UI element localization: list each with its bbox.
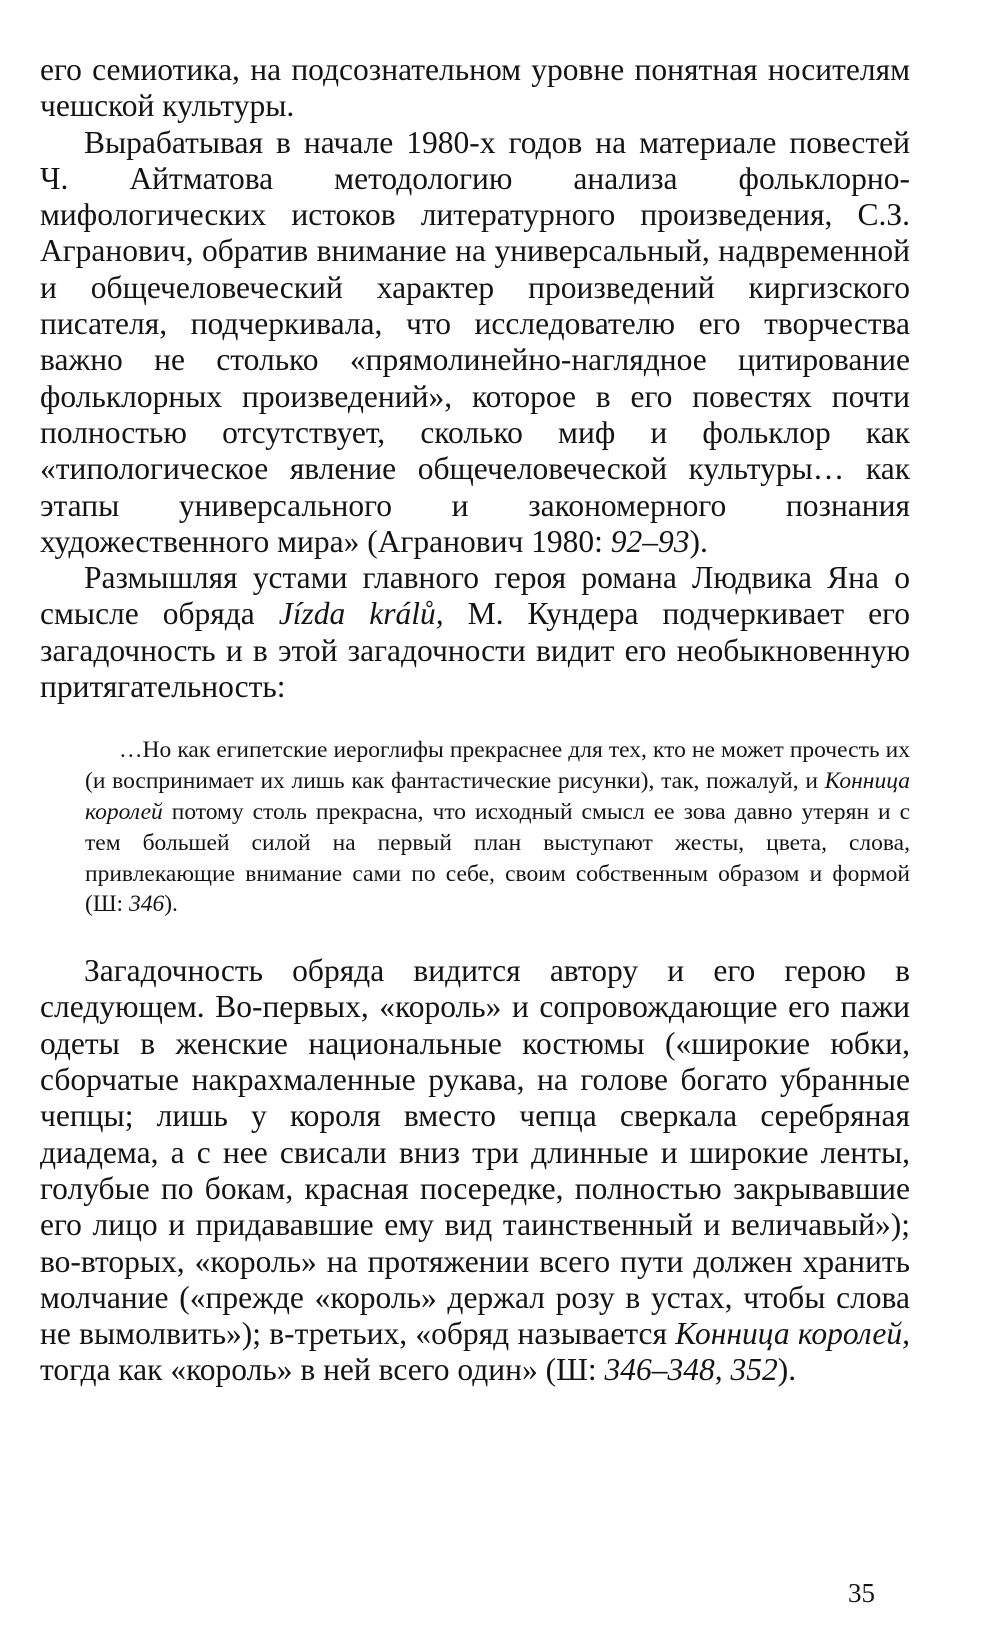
paragraph-text: Размышляя устами главного героя романа Людвика Яна о смысле обряда (40, 560, 910, 632)
paragraph-mystery (40, 953, 910, 1389)
quote-text: …Но как египетские иероглифы прекраснее для тех, кто не может прочесть их (и воспринимает их лишь как фантастические рисунки), так, пожалуй, и (85, 737, 910, 795)
paragraph-kundera (40, 560, 910, 705)
paragraph-text: ). (777, 1352, 797, 1388)
quote-text: потому столь прекрасна, что исходный смысл ее зова давно утерян и с тем большей силой на первый план выступают жесты, цвета, слова, привлекающие внимание сами по себе, своим собственным образом и формой (Ш: (85, 798, 910, 918)
paragraph-text: Загадочность обряда видится автору и его герою в следующем. Во-первых, «король» и сопровождающие его пажи одеты в женские национальные костюмы («широкие юбки, сборчатые накрахмаленные рукава, на голове богато убранные чепцы; лишь у короля вместо чепца сверкала серебряная диадема, а с нее свисали вниз три длинные и широкие ленты, голубые по бокам, красная посередке, полностью закрывавшие его лицо и придававшие ему вид таинственный и величавый»); во-вторых, «король» на протяжении всего пути должен хранить молчание («прежде «король» держал розу в устах, чтобы слова не вымолвить»); в-третьих, «обряд называется (40, 953, 910, 1352)
book-title-czech: Jízda králů, (278, 596, 444, 632)
page-number: 35 (848, 1578, 875, 1608)
page-body (40, 52, 910, 1389)
book-title-russian: Конница королей (85, 768, 910, 825)
book-title-russian: Конница королей, (675, 1316, 911, 1352)
paragraph-text: ). (689, 523, 708, 559)
paragraph-text: Вырабатывая в начале 1980-х годов на материале повестей Ч. Айтматова методологию анализа фольклорно-мифологических истоков литературного произведения, С.З. Агранович, обратив внимание на универсальный, надвременной и общечеловеческий характер произведений киргизского писателя, подчеркивала, что исследователю его творчества важно не столько «прямолинейно-наглядное цитирование фольклорных произведений», которое в его повестях почти полностью отсутствует, сколько миф и фольклор как «типологическое явление общечеловеческой культуры… как этапы универсального и закономерного познания художественного мира» (Агранович 1980: (40, 124, 910, 559)
block-quote (85, 735, 910, 920)
paragraph-text: его семиотика, на подсознательном уровне понятная носителям чешской культуры. (40, 52, 910, 124)
citation-pages: 346–348, 352 (604, 1352, 778, 1388)
citation-pages: 346 (128, 891, 165, 918)
paragraph-continuation (40, 52, 910, 125)
citation-pages: 92–93 (610, 523, 690, 559)
paragraph-text: тогда как «король» в ней всего один» (Ш: (40, 1352, 605, 1388)
quote-text: ). (164, 891, 178, 918)
paragraph-agranovich (40, 125, 910, 561)
paragraph-text: М. Кундера подчеркивает его загадочность и в этой загадочности видит его необыкновенную притягательность: (40, 596, 911, 705)
